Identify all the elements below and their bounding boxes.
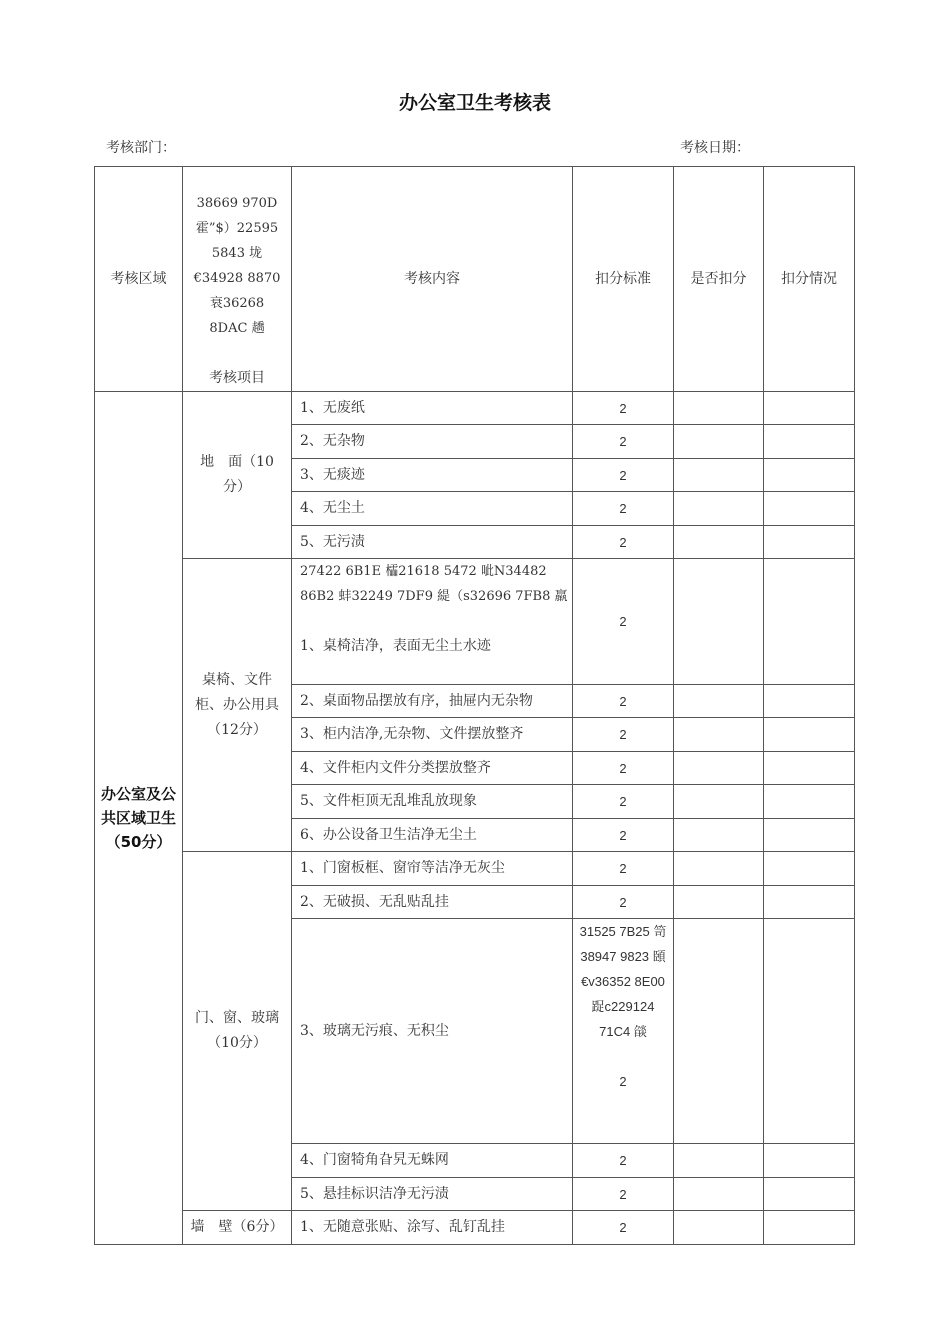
- row-content: 6、办公设备卫生洁净无尘土: [292, 819, 573, 852]
- row-standard: [573, 919, 674, 1144]
- row-detail-cell[interactable]: [764, 819, 855, 852]
- row-deducted-cell[interactable]: [674, 718, 764, 752]
- department-label: 考核部门：: [106, 140, 176, 156]
- row-deducted-cell[interactable]: [674, 785, 764, 819]
- row-detail-cell[interactable]: [764, 459, 855, 492]
- row-standard: 2: [573, 752, 674, 785]
- row-detail-cell[interactable]: [764, 492, 855, 526]
- table-row: [95, 392, 855, 425]
- row-content: 1、无随意张贴、涂写、乱钉乱挂: [292, 1211, 573, 1245]
- row-deducted-cell[interactable]: [674, 852, 764, 886]
- table-row: [95, 852, 855, 886]
- row-deducted-cell[interactable]: [674, 886, 764, 919]
- row-deducted-cell[interactable]: [674, 919, 764, 1144]
- row-standard-noise: 31525 7B25 笥38947 9823 頣€v36352 8E00 踀c229124 71C4 燄: [579, 924, 667, 1039]
- row-detail-cell[interactable]: [764, 718, 855, 752]
- row-content: [292, 559, 573, 685]
- row-standard: 2: [573, 819, 674, 852]
- row-detail-cell[interactable]: [764, 919, 855, 1144]
- row-detail-cell[interactable]: [764, 685, 855, 718]
- row-detail-cell[interactable]: [764, 1211, 855, 1245]
- header-deducted: 是否扣分: [674, 167, 764, 392]
- row-deducted-cell[interactable]: [674, 459, 764, 492]
- row-standard: 2: [573, 559, 674, 685]
- row-content-text: 1、桌椅洁净，表面无尘土水迹: [300, 638, 491, 654]
- row-content: 3、无痰迹: [292, 459, 573, 492]
- row-detail-cell[interactable]: [764, 752, 855, 785]
- row-content: 2、无破损、无乱贴乱挂: [292, 886, 573, 919]
- row-content: 1、无废纸: [292, 392, 573, 425]
- row-content: 5、悬挂标识洁净无污渍: [292, 1178, 573, 1211]
- row-standard: 2: [573, 459, 674, 492]
- row-deducted-cell[interactable]: [674, 559, 764, 685]
- row-detail-cell[interactable]: [764, 1178, 855, 1211]
- row-deducted-cell[interactable]: [674, 1178, 764, 1211]
- row-standard: 2: [573, 685, 674, 718]
- date-label: 考核日期：: [680, 140, 750, 156]
- page-title: 办公室卫生考核表: [398, 92, 551, 114]
- row-content: 4、文件柜内文件分类摆放整齐: [292, 752, 573, 785]
- row-deducted-cell[interactable]: [674, 685, 764, 718]
- row-standard: 2: [573, 1178, 674, 1211]
- header-project: [183, 167, 292, 392]
- row-content: 1、门窗板框、窗帘等洁净无灰尘: [292, 852, 573, 886]
- row-content: 4、无尘土: [292, 492, 573, 526]
- row-deducted-cell[interactable]: [674, 425, 764, 459]
- row-deducted-cell[interactable]: [674, 1211, 764, 1245]
- group-wall: 墙 壁（6分）: [183, 1211, 292, 1245]
- header-content: 考核内容: [292, 167, 573, 392]
- row-deducted-cell[interactable]: [674, 492, 764, 526]
- row-detail-cell[interactable]: [764, 559, 855, 685]
- row-content: 2、桌面物品摆放有序，抽屉内无杂物: [292, 685, 573, 718]
- row-standard: 2: [573, 492, 674, 526]
- row-standard: 2: [573, 785, 674, 819]
- table-row: [95, 1211, 855, 1245]
- row-content: 5、文件柜顶无乱堆乱放现象: [292, 785, 573, 819]
- row-content: 5、无污渍: [292, 526, 573, 559]
- header-project-label: 考核项目: [209, 370, 265, 386]
- row-deducted-cell[interactable]: [674, 819, 764, 852]
- row-standard: 2: [573, 526, 674, 559]
- header-project-noise: 38669 970D 霍”$）22595 5843 垅€34928 8870 衰36268 8DAC 趫: [193, 196, 281, 336]
- inspection-table: [94, 166, 855, 1245]
- row-content: 4、门窗犄角旮旯无蛛网: [292, 1144, 573, 1178]
- row-standard: 2: [573, 718, 674, 752]
- row-detail-cell[interactable]: [764, 785, 855, 819]
- row-content-noise: 27422 6B1E 櫺21618 5472 呲N34482 86B2 蚌32249 7DF9 緹（s32696 7FB8 羸: [300, 564, 568, 604]
- row-standard: 2: [573, 1144, 674, 1178]
- group-floor: 地 面（10分）: [183, 392, 292, 559]
- row-content: 3、柜内洁净,无杂物、文件摆放整齐: [292, 718, 573, 752]
- header-standard: 扣分标准: [573, 167, 674, 392]
- row-standard: 2: [573, 852, 674, 886]
- row-deducted-cell[interactable]: [674, 526, 764, 559]
- row-standard: 2: [573, 392, 674, 425]
- row-standard: 2: [573, 1211, 674, 1245]
- row-deducted-cell[interactable]: [674, 752, 764, 785]
- row-detail-cell[interactable]: [764, 425, 855, 459]
- row-deducted-cell[interactable]: [674, 1144, 764, 1178]
- row-detail-cell[interactable]: [764, 1144, 855, 1178]
- row-detail-cell[interactable]: [764, 392, 855, 425]
- row-deducted-cell[interactable]: [674, 392, 764, 425]
- row-detail-cell[interactable]: [764, 526, 855, 559]
- row-detail-cell[interactable]: [764, 886, 855, 919]
- row-standard: 2: [573, 886, 674, 919]
- header-row: [95, 167, 855, 392]
- row-content: 3、玻璃无污痕、无积尘: [292, 919, 573, 1144]
- row-content: 2、无杂物: [292, 425, 573, 459]
- group-desk: 桌椅、文件柜、办公用具（12分）: [183, 559, 292, 852]
- row-detail-cell[interactable]: [764, 852, 855, 886]
- header-detail: 扣分情况: [764, 167, 855, 392]
- group-window: 门、窗、玻璃（10分）: [183, 852, 292, 1211]
- row-standard-value: 2: [619, 1074, 627, 1089]
- table-row: [95, 559, 855, 685]
- row-standard: 2: [573, 425, 674, 459]
- area-name: 办公室及公共区域卫生（50分）: [95, 392, 183, 1245]
- header-area: 考核区域: [95, 167, 183, 392]
